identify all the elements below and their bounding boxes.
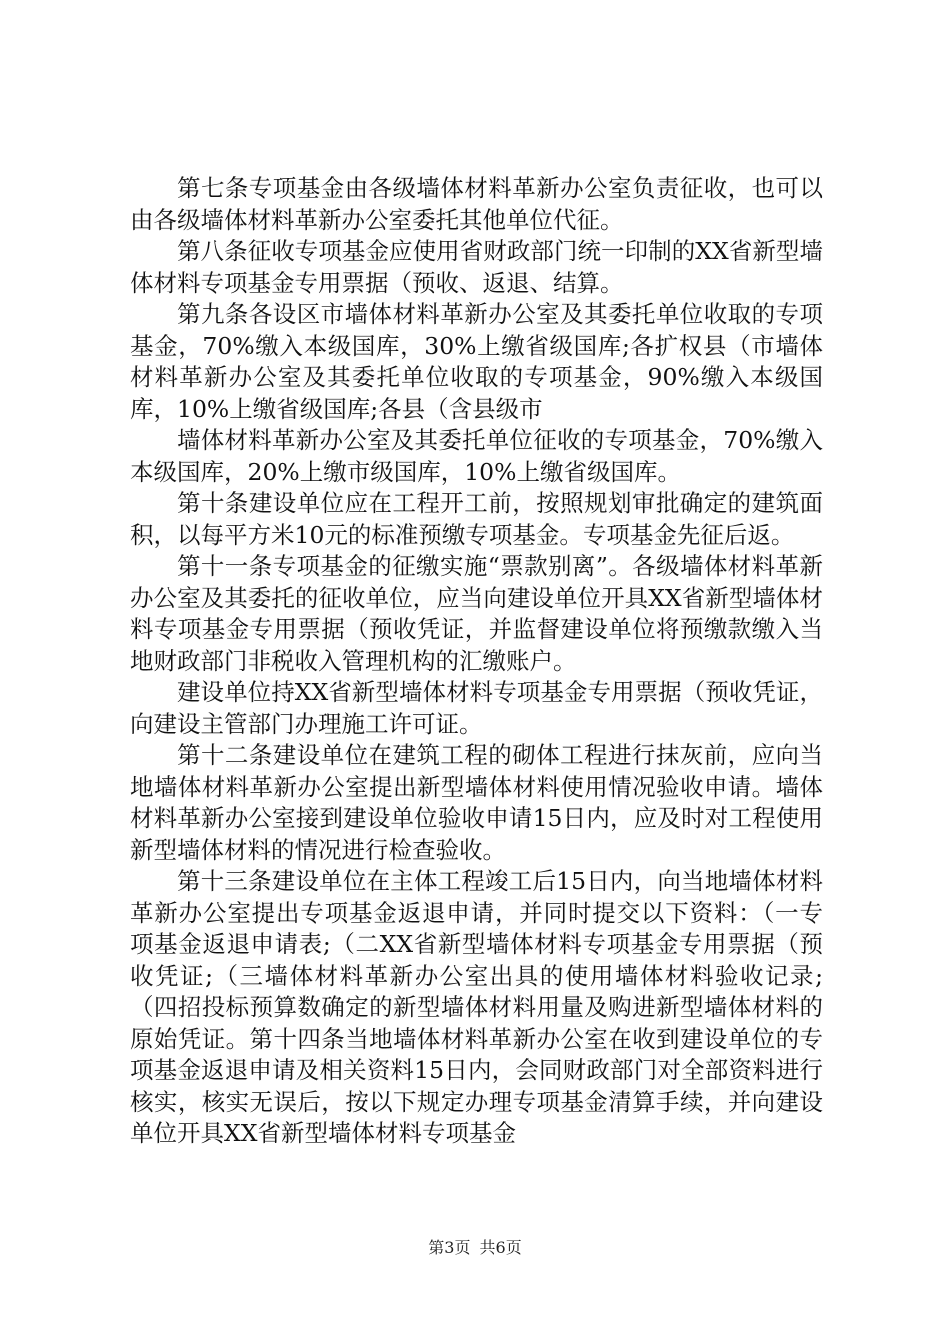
paragraph-article-13-14: 第十三条建设单位在主体工程竣工后15日内，向当地墙体材料革新办公室提出专项基金返退申请，并同时提交以下资料：（一专项基金返退申请表;（二XX省新型墙体材料专项基金专用票据（预收凭证;（三墙体材料革新办公室出具的使用墙体材料验收记录;（四招投标预算数确定的新型墙体材料用量及购进新型墙体材料的原始凭证。第十四条当地墙体材料革新办公室在收到建设单位的专项基金返退申请及相关资料15日内，会同财政部门对全部资料进行核实，核实无误后，按以下规定办理专项基金清算手续，并向建设单位开具XX省新型墙体材料专项基金 xyxy=(130,867,823,1147)
paragraph-article-12: 第十二条建设单位在建筑工程的砌体工程进行抹灰前，应向当地墙体材料革新办公室提出新型墙体材料使用情况验收申请。墙体材料革新办公室接到建设单位验收申请15日内，应及时对工程使用新型墙体材料的情况进行检查验收。 xyxy=(130,741,823,864)
paragraph-article-8: 第八条征收专项基金应使用省财政部门统一印制的XX省新型墙体材料专项基金专用票据（预收、返退、结算。 xyxy=(130,237,823,297)
paragraph-article-7: 第七条专项基金由各级墙体材料革新办公室负责征收，也可以由各级墙体材料革新办公室委托其他单位代征。 xyxy=(130,174,823,234)
paragraph-construction-permit: 建设单位持XX省新型墙体材料专项基金专用票据（预收凭证，向建设主管部门办理施工许可证。 xyxy=(130,678,823,738)
page-footer xyxy=(0,1238,950,1258)
document-body xyxy=(130,173,823,1150)
paragraph-article-10: 第十条建设单位应在工程开工前，按照规划审批确定的建筑面积，以每平方米10元的标准预缴专项基金。专项基金先征后返。 xyxy=(130,489,823,549)
page-number-total: 共6页 xyxy=(479,1238,522,1257)
page-number-current: 第3页 xyxy=(428,1238,471,1257)
paragraph-article-11: 第十一条专项基金的征缴实施“票款别离”。各级墙体材料革新办公室及其委托的征收单位，应当向建设单位开具XX省新型墙体材料专项基金专用票据（预收凭证，并监督建设单位将预缴款缴入当地财政部门非税收入管理机构的汇缴账户。 xyxy=(130,552,823,675)
paragraph-article-9: 第九条各设区市墙体材料革新办公室及其委托单位收取的专项基金，70%缴入本级国库，30%上缴省级国库;各扩权县（市墙体材料革新办公室及其委托单位收取的专项基金，90%缴入本级国库，10%上缴省级国库;各县（含县级市 xyxy=(130,300,823,423)
paragraph-article-9-continued: 墙体材料革新办公室及其委托单位征收的专项基金，70%缴入本级国库，20%上缴市级国库，10%上缴省级国库。 xyxy=(130,426,823,486)
